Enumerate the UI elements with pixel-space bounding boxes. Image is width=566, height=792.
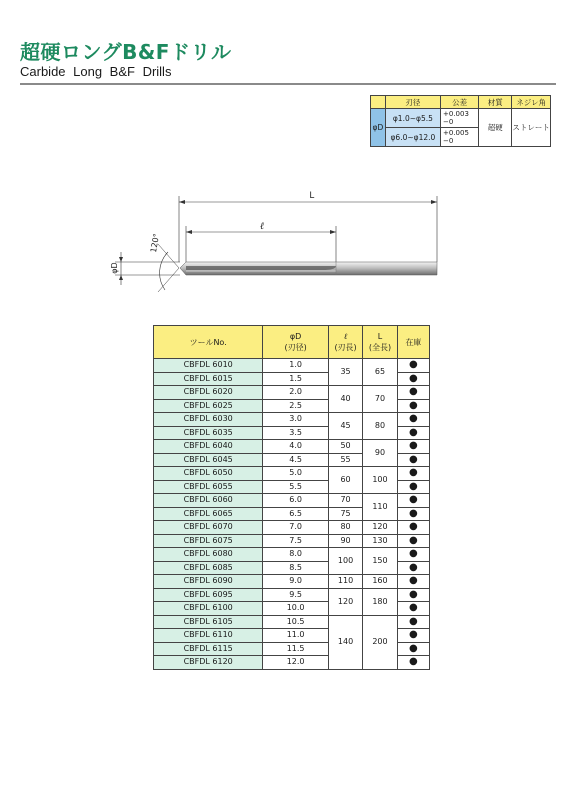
spec-header-material: 材質 [479,96,512,109]
label-point-angle: 120° [149,232,162,254]
stock-indicator: ● [397,642,429,656]
tool-number: CBFDL 6095 [154,588,263,602]
diameter-value: 4.0 [263,440,329,454]
spec-row-label: φD [371,109,386,147]
drill-body [180,262,437,275]
spec-range-1: φ1.0~φ5.5 [385,109,440,128]
diameter-value: 8.5 [263,561,329,575]
overall-length-value: 120 [363,521,397,535]
stock-indicator: ● [397,534,429,548]
spec-header-tolerance: 公差 [441,96,479,109]
stock-indicator: ● [397,399,429,413]
overall-length-value: 70 [363,386,397,413]
tool-number: CBFDL 6075 [154,534,263,548]
header-overall-length: L (全長) [363,326,397,359]
table-row [154,467,430,481]
diameter-value: 11.0 [263,629,329,643]
diameter-value: 7.0 [263,521,329,535]
spec-material: 超硬 [479,109,512,147]
tool-number: CBFDL 6115 [154,642,263,656]
table-row [154,575,430,589]
table-row [154,494,430,508]
table-row [154,413,430,427]
flute-length-value: 90 [328,534,362,548]
flute-length-value: 55 [328,453,362,467]
tool-number: CBFDL 6050 [154,467,263,481]
label-overall-length: L [309,190,315,200]
diameter-value: 3.5 [263,426,329,440]
stock-indicator: ● [397,386,429,400]
stock-indicator: ● [397,588,429,602]
page-subtitle: Carbide Long B&F Drills [20,64,172,79]
tool-number: CBFDL 6085 [154,561,263,575]
spec-tolerance-2: +0.005 −0 [441,128,479,147]
tool-number: CBFDL 6040 [154,440,263,454]
overall-length-value: 150 [363,548,397,575]
stock-indicator: ● [397,413,429,427]
stock-indicator: ● [397,602,429,616]
diameter-value: 7.5 [263,534,329,548]
flute-length-value: 110 [328,575,362,589]
diameter-value: 5.5 [263,480,329,494]
stock-indicator: ● [397,440,429,454]
tool-number: CBFDL 6070 [154,521,263,535]
spec-header-diameter: 刃径 [385,96,440,109]
diameter-value: 1.0 [263,359,329,373]
diameter-value: 1.5 [263,372,329,386]
overall-length-value: 160 [363,575,397,589]
tool-number: CBFDL 6045 [154,453,263,467]
tool-number: CBFDL 6100 [154,602,263,616]
overall-length-value: 110 [363,494,397,521]
table-row [154,588,430,602]
stock-indicator: ● [397,480,429,494]
flute-length-value: 80 [328,521,362,535]
table-row [154,615,430,629]
flute-length-value: 60 [328,467,362,494]
flute-length-value: 35 [328,359,362,386]
header-diameter: φD (刃径) [263,326,329,359]
table-row [154,521,430,535]
tool-number: CBFDL 6060 [154,494,263,508]
stock-indicator: ● [397,629,429,643]
tool-number: CBFDL 6020 [154,386,263,400]
tool-number: CBFDL 6010 [154,359,263,373]
diameter-value: 2.5 [263,399,329,413]
diameter-value: 6.5 [263,507,329,521]
diameter-value: 4.5 [263,453,329,467]
flute-length-value: 120 [328,588,362,615]
diameter-value: 2.0 [263,386,329,400]
table-row [154,534,430,548]
stock-indicator: ● [397,548,429,562]
tool-number: CBFDL 6035 [154,426,263,440]
diameter-value: 9.5 [263,588,329,602]
header-stock: 在庫 [397,326,429,359]
spec-header-helix: ネジレ角 [512,96,551,109]
table-row [154,386,430,400]
label-flute-length: ℓ [259,221,265,232]
flute-length-value: 140 [328,615,362,669]
table-row [154,359,430,373]
stock-indicator: ● [397,575,429,589]
stock-indicator: ● [397,426,429,440]
stock-indicator: ● [397,521,429,535]
tool-number: CBFDL 6120 [154,656,263,670]
overall-length-value: 65 [363,359,397,386]
tool-number: CBFDL 6025 [154,399,263,413]
label-diameter: φD [110,262,119,274]
overall-length-value: 80 [363,413,397,440]
spec-helix: ストレート [512,109,551,147]
header-flute-length: ℓ (刃長) [328,326,362,359]
tool-number: CBFDL 6065 [154,507,263,521]
flute-length-value: 100 [328,548,362,575]
flute-length-value: 75 [328,507,362,521]
tool-number: CBFDL 6090 [154,575,263,589]
product-table [153,325,430,670]
table-row [154,440,430,454]
stock-indicator: ● [397,467,429,481]
header-tool-no: ツールNo. [154,326,263,359]
stock-indicator: ● [397,359,429,373]
flute-length-value: 70 [328,494,362,508]
page-title: 超硬ロングB&Fドリル [20,40,232,64]
diameter-value: 8.0 [263,548,329,562]
tool-number: CBFDL 6015 [154,372,263,386]
tool-number: CBFDL 6080 [154,548,263,562]
stock-indicator: ● [397,494,429,508]
overall-length-value: 90 [363,440,397,467]
stock-indicator: ● [397,615,429,629]
flute-length-value: 40 [328,386,362,413]
stock-indicator: ● [397,656,429,670]
tool-number: CBFDL 6030 [154,413,263,427]
diameter-value: 5.0 [263,467,329,481]
tool-number: CBFDL 6110 [154,629,263,643]
overall-length-value: 200 [363,615,397,669]
spec-range-2: φ6.0~φ12.0 [385,128,440,147]
tool-number: CBFDL 6055 [154,480,263,494]
flute-length-value: 50 [328,440,362,454]
tool-number: CBFDL 6105 [154,615,263,629]
diameter-value: 9.0 [263,575,329,589]
diameter-value: 6.0 [263,494,329,508]
overall-length-value: 100 [363,467,397,494]
stock-indicator: ● [397,561,429,575]
overall-length-value: 130 [363,534,397,548]
diameter-value: 10.5 [263,615,329,629]
stock-indicator: ● [397,507,429,521]
table-row [154,548,430,562]
stock-indicator: ● [397,453,429,467]
diameter-value: 10.0 [263,602,329,616]
stock-indicator: ● [397,372,429,386]
diameter-value: 11.5 [263,642,329,656]
overall-length-value: 180 [363,588,397,615]
spec-tolerance-1: +0.003 −0 [441,109,479,128]
flute-length-value: 45 [328,413,362,440]
diameter-value: 3.0 [263,413,329,427]
diameter-value: 12.0 [263,656,329,670]
